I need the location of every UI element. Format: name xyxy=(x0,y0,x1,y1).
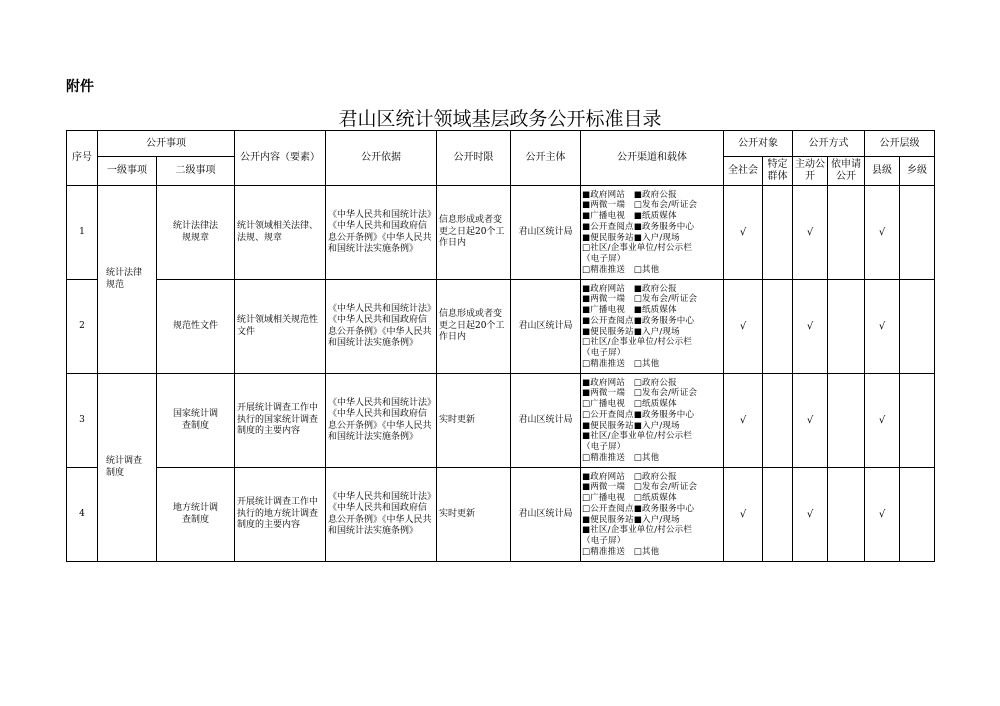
col-level-township: 乡级 xyxy=(900,157,935,186)
mode-request-cell xyxy=(828,280,865,374)
basis-cell: 《中华人民共和国统计法》《中华人民共和国政府信息公开条例》《中华人民共和国统计法实施条例》 xyxy=(326,468,437,562)
channel-option: □广播电视 □纸质媒体 xyxy=(582,399,677,410)
col-items-group: 公开事项 xyxy=(98,131,235,157)
channel-option: □精准推送 □其他 xyxy=(582,264,660,275)
target-specific-cell xyxy=(763,374,793,468)
serial-cell: 3 xyxy=(67,374,98,468)
content-cell: 开展统计调查工作中执行的地方统计调查制度的主要内容 xyxy=(235,468,326,562)
mode-active-cell: √ xyxy=(793,186,828,280)
channel-option: ■政府网站 □政府公报 xyxy=(582,377,677,388)
channel-option: （电子屏） xyxy=(582,535,626,546)
level2-cell: 规范性文件 xyxy=(157,280,235,374)
channel-option: ■政府网站 ■政府公报 xyxy=(582,283,677,294)
col-mode-group: 公开方式 xyxy=(793,131,865,157)
level-county-cell: √ xyxy=(865,280,900,374)
level1-cell: 统计调查制度 xyxy=(98,374,157,562)
col-target-group: 公开对象 xyxy=(724,131,793,157)
col-subject: 公开主体 xyxy=(511,131,581,186)
level-county-cell: √ xyxy=(865,186,900,280)
channel-option: ■社区/企事业单位/村公示栏 xyxy=(582,525,693,536)
level-township-cell xyxy=(900,280,935,374)
level-township-cell xyxy=(900,186,935,280)
channel-option: □公开查阅点■政务服务中心 xyxy=(582,409,695,420)
channel-option: □精准推送 □其他 xyxy=(582,358,660,369)
content-cell: 统计领域相关法律、法规、规章 xyxy=(235,186,326,280)
channel-option: ■广播电视 ■纸质媒体 xyxy=(582,211,677,222)
channel-option: ■两微一端 □发布会/听证会 xyxy=(582,482,698,493)
mode-active-cell: √ xyxy=(793,374,828,468)
col-mode-request: 依申请公开 xyxy=(828,157,865,186)
col-content: 公开内容（要素） xyxy=(235,131,326,186)
table-row xyxy=(67,280,935,374)
serial-cell: 4 xyxy=(67,468,98,562)
mode-request-cell xyxy=(828,374,865,468)
channel-option: （电子屏） xyxy=(582,253,626,264)
level2-cell: 地方统计调查制度 xyxy=(157,468,235,562)
col-basis: 公开依据 xyxy=(326,131,437,186)
channel-cell xyxy=(581,186,724,280)
table-row xyxy=(67,374,935,468)
level1-cell: 统计法律规范 xyxy=(98,186,157,374)
target-all-cell: √ xyxy=(724,374,763,468)
channel-option: ■公开查阅点■政务服务中心 xyxy=(582,221,695,232)
level-county-cell: √ xyxy=(865,468,900,562)
basis-cell: 《中华人民共和国统计法》《中华人民共和国政府信息公开条例》《中华人民共和国统计法实施条例》 xyxy=(326,280,437,374)
channel-option: ■便民服务站■入户/现场 xyxy=(582,420,680,431)
col-target-specific: 特定群体 xyxy=(763,157,793,186)
time-limit-cell: 实时更新 xyxy=(437,374,511,468)
target-specific-cell xyxy=(763,280,793,374)
col-level1: 一级事项 xyxy=(98,157,157,186)
col-serial: 序号 xyxy=(67,131,98,186)
channel-cell xyxy=(581,374,724,468)
target-all-cell: √ xyxy=(724,280,763,374)
channel-option: ■两微一端 □发布会/听证会 xyxy=(582,388,698,399)
time-limit-cell: 信息形成或者变更之日起20个工作日内 xyxy=(437,280,511,374)
target-specific-cell xyxy=(763,468,793,562)
channel-option: □社区/企事业单位/村公示栏 xyxy=(582,243,693,254)
col-time-limit: 公开时限 xyxy=(437,131,511,186)
level2-cell: 统计法律法规规章 xyxy=(157,186,235,280)
target-all-cell: √ xyxy=(724,186,763,280)
target-all-cell: √ xyxy=(724,468,763,562)
channel-option: （电子屏） xyxy=(582,347,626,358)
table-row xyxy=(67,186,935,280)
channel-option: □社区/企事业单位/村公示栏 xyxy=(582,337,693,348)
time-limit-cell: 实时更新 xyxy=(437,468,511,562)
col-level2: 二级事项 xyxy=(157,157,235,186)
mode-active-cell: √ xyxy=(793,468,828,562)
subject-cell: 君山区统计局 xyxy=(511,374,581,468)
mode-active-cell: √ xyxy=(793,280,828,374)
content-cell: 开展统计调查工作中执行的国家统计调查制度的主要内容 xyxy=(235,374,326,468)
channel-option: ■两微一端 □发布会/听证会 xyxy=(582,294,698,305)
page-title: 君山区统计领域基层政务公开标准目录 xyxy=(338,108,662,130)
basis-cell: 《中华人民共和国统计法》《中华人民共和国政府信息公开条例》《中华人民共和国统计法实施条例》 xyxy=(326,374,437,468)
channel-option: ■公开查阅点■政务服务中心 xyxy=(582,315,695,326)
channel-option: ■便民服务站■入户/现场 xyxy=(582,326,680,337)
col-target-all: 全社会 xyxy=(724,157,763,186)
subject-cell: 君山区统计局 xyxy=(511,280,581,374)
channel-option: ■便民服务站■入户/现场 xyxy=(582,514,680,525)
channel-option: ■政府网站 □政府公报 xyxy=(582,471,677,482)
col-mode-active: 主动公开 xyxy=(793,157,828,186)
attachment-label: 附件 xyxy=(66,79,94,95)
time-limit-cell: 信息形成或者变更之日起20个工作日内 xyxy=(437,186,511,280)
mode-request-cell xyxy=(828,468,865,562)
col-channel: 公开渠道和载体 xyxy=(581,131,724,186)
col-level-county: 县级 xyxy=(865,157,900,186)
mode-request-cell xyxy=(828,186,865,280)
target-specific-cell xyxy=(763,186,793,280)
serial-cell: 2 xyxy=(67,280,98,374)
level-township-cell xyxy=(900,468,935,562)
serial-cell: 1 xyxy=(67,186,98,280)
level-county-cell: √ xyxy=(865,374,900,468)
basis-cell: 《中华人民共和国统计法》《中华人民共和国政府信息公开条例》《中华人民共和国统计法实施条例》 xyxy=(326,186,437,280)
catalog-table xyxy=(66,130,935,562)
channel-option: ■两微一端 □发布会/听证会 xyxy=(582,200,698,211)
channel-option: ■政府网站 ■政府公报 xyxy=(582,189,677,200)
channel-option: □公开查阅点■政务服务中心 xyxy=(582,503,695,514)
channel-option: ■广播电视 ■纸质媒体 xyxy=(582,305,677,316)
channel-cell xyxy=(581,468,724,562)
channel-option: □广播电视 □纸质媒体 xyxy=(582,493,677,504)
channel-option: （电子屏） xyxy=(582,441,626,452)
channel-option: □精准推送 □其他 xyxy=(582,546,660,557)
channel-option: ■便民服务站■入户/现场 xyxy=(582,232,680,243)
level-township-cell xyxy=(900,374,935,468)
table-row xyxy=(67,468,935,562)
col-level-group: 公开层级 xyxy=(865,131,935,157)
content-cell: 统计领域相关规范性文件 xyxy=(235,280,326,374)
channel-cell xyxy=(581,280,724,374)
subject-cell: 君山区统计局 xyxy=(511,468,581,562)
channel-option: □精准推送 □其他 xyxy=(582,452,660,463)
subject-cell: 君山区统计局 xyxy=(511,186,581,280)
channel-option: ■社区/企事业单位/村公示栏 xyxy=(582,431,693,442)
level2-cell: 国家统计调查制度 xyxy=(157,374,235,468)
